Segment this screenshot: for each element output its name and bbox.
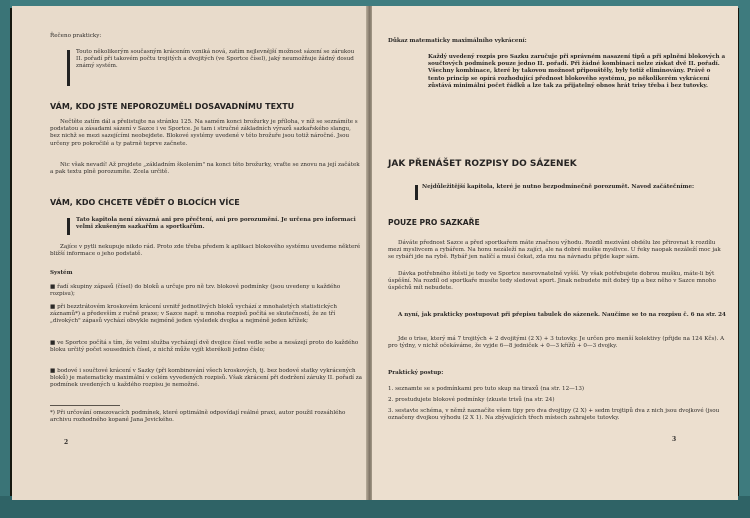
proof-label: Důkaz matematicky maximálního vykrácení: <box>388 38 527 44</box>
system-bullet: ■ bodové i součtové krácení v Sazky (při kombinování všech kroskových, tj. bez bodové statky vykrácených bloků) je matematicky maximální v celém vyvedených rozpisů. Však zkrácení při dodržení záruky II. pořadí za podmínek uvedených u každého rozpisu je nemožné. <box>50 368 363 389</box>
main-heading: JAK PŘENÁŠET ROZPISY DO SÁZENEK <box>388 159 577 169</box>
proof-box-text: Každý uvedený rozpis pro Sazku zaručuje při správném nasazení tipů a při splnění blokových a součtových podmínek pouze jedno II. pořadí. Při žádné kombinaci nelze získat dvě II. pořadí. Všechny kombinace, které by takovou možnost připouštěly, byly totiž eliminovány. Právě o tento princip se opírá rozhodující přednost blokového systému, po několikerém vykrácení zůstává minimální počet řádků a lze tak za přijatelný obnos hrát trisy třeba i bez tutovky. <box>428 54 726 89</box>
section-heading: POUZE PRO SAZKAŘE <box>388 218 480 227</box>
system-bullet: ■ řadí skupiny zápasů (čísel) do bloků a určuje pro ně tzv. blokové podmínky (jsou uvedeny u každého rozpisu); <box>50 284 341 298</box>
page-number: 3 <box>672 436 677 443</box>
footnote: *) Při určování omezovacích podmínek, které optimálně odpovídají reálné praxi, autor použil rozsáhlého archivu rozhodného kopané Jana Jevického. <box>50 410 346 424</box>
intro-text: Nejdůležitější kapitola, které je nutno bezpodmínečně porozumět. Navod začátečníme: <box>422 184 695 190</box>
book-cover-right <box>739 0 750 518</box>
book-cover-left <box>0 0 10 518</box>
paragraph-luck: Dávka potřebného štěstí je tedy ve Sportce nesrovnatelně vyšší. Vy však potřebujete dobrou mušku, máte-li být úspěšní. Na rozdíl od sportkaře musíte tedy sledovat sport. Jinak nebudete mít dobrý tip a bez něho v Sazce mnoho úspěchů mít nebudete. <box>388 271 716 292</box>
example-intro: A nyní, jak prakticky postupovat při přepisu tabulek do sázenek. Naučíme se to na rozpisu č. 6 na str. 24 <box>398 312 726 318</box>
practical-step: 2. prostudujete blokové podmínky (zkuste trisů (na str. 24) <box>388 397 555 403</box>
practical-label: Praktický postup: <box>388 370 444 376</box>
heading-misunderstood: VÁM, KDO JSTE NEPOROZUMĚLI DOSAVADNÍMU TEXTU <box>50 102 295 111</box>
right-page <box>372 6 738 500</box>
intro-label: Řečeno prakticky: <box>50 33 102 39</box>
heading-blocks: VÁM, KDO CHCETE VĚDĚT O BLOCÍCH VÍCE <box>50 198 240 207</box>
intro-box-text: Touto několikerým současným krácením vzniká nová, zatím nejlevnější možnost sázení se zárukou II. pořadí při takovém počtu trojitých a dvojitých (ve Sportce čísel), jaký neumožňuje žádný dosud známý systém. <box>76 49 355 70</box>
paragraph-hare: Zajíce v pytli nekupuje nikdo rád. Proto zde třeba předem k aplikaci blokového systému uvedeme některé bližší informace o jeho podstatě. <box>50 244 361 258</box>
paragraph-no-matter: Nic však nevadí! Až projdete „základním školením" na konci této brožurky, vraťte se znovu na její začátek a pak textu plně porozumíte. Zcela určitě. <box>50 162 360 176</box>
system-label: Systém <box>50 270 73 276</box>
example-text: Jde o trise, který má 7 trojitých + 2 dvojitými (2 X) + 3 tutovky. Je určen pro menší kolektivy (přijde na 124 Kčs). A pro týdny, v nichž očekáváme, že vyjde 6—8 jedniček + 0—3 křížů + 0—3 dvojky. <box>388 336 725 350</box>
box-marker <box>415 185 418 200</box>
paragraph-misunderstood: Nečtěte zatím dál a přelistujte na stránku 125. Na samém konci brožurky je příloha, v níž se seznámíte s podstatou a zásadami sázení v Sazce i ve Sportce. Je tam i stručné základních výrazů sazkařského slangu, bez nichž se mezi sazejícími neobejdete. Blokové systémy uvedené v této brožuře jsou totiž náročné. Jsou určeny pro pokročilé a ty patrně teprve začnete. <box>50 119 358 147</box>
system-bullet: ■ ve Sportce počítá s tím, že velmi služba vycházejí dvě dvojice čísel vedle sebe a nesázejí proto do každého bloku určitý počet sousedních čísel, z nichž může vyjít kterékoli jedno číslo; <box>50 340 359 354</box>
paragraph-advantage: Dáváte přednost Sazce a před sportkařem máte značnou výhodu. Rozdíl meziváni obdélu lze přirovnat k rozdílu mezi myslivcem a rybářem. Na honu nezáleží na zajíci, ale na dobré muške myslivce. U řeky naopak nezáleží moc jak se rybáři jde na rybě. Rybář jen nalíčí a musí čekat, zda mu na návnadu přijde kapr sám. <box>388 240 721 261</box>
footnote-rule <box>50 405 120 406</box>
box-marker <box>67 50 70 86</box>
box-marker <box>67 218 70 235</box>
practical-step: 3. sestavte schéma, v němž naznačíte všem tipy pro dva dvojtipy (2 X) + sedm trojtipů dva z nich jsou dvojkové (jsou označeny dvojkou výhodu (2 X 1). Na zbývajících třech místech zahrajete tutovky. <box>388 408 720 422</box>
blocks-box-text: Tato kapitola není závazná ani pro přečtení, ani pro porozumění. Je určena pro informaci velmi zkušeným sazkařům a sportkařům. <box>76 217 356 231</box>
system-bullet: ■ při bezztrátovém kroskovém krácení uvnitř jednotlivých bloků vychází z mnohaletých statistických záznamů*) a především z ručně praxe; v Sazce např. u mnoha rozpisů počítá se skutečností, že ze tří „divokých" zápasů vychází obvykle nejméně jeden výsledek dvojka a nejméně jeden křížek; <box>50 304 338 325</box>
page-number: 2 <box>64 439 69 446</box>
left-page <box>12 6 368 500</box>
practical-step: 1. seznamte se s podmínkami pro tuto skup na tiraxů (na str. 12—13) <box>388 386 585 392</box>
